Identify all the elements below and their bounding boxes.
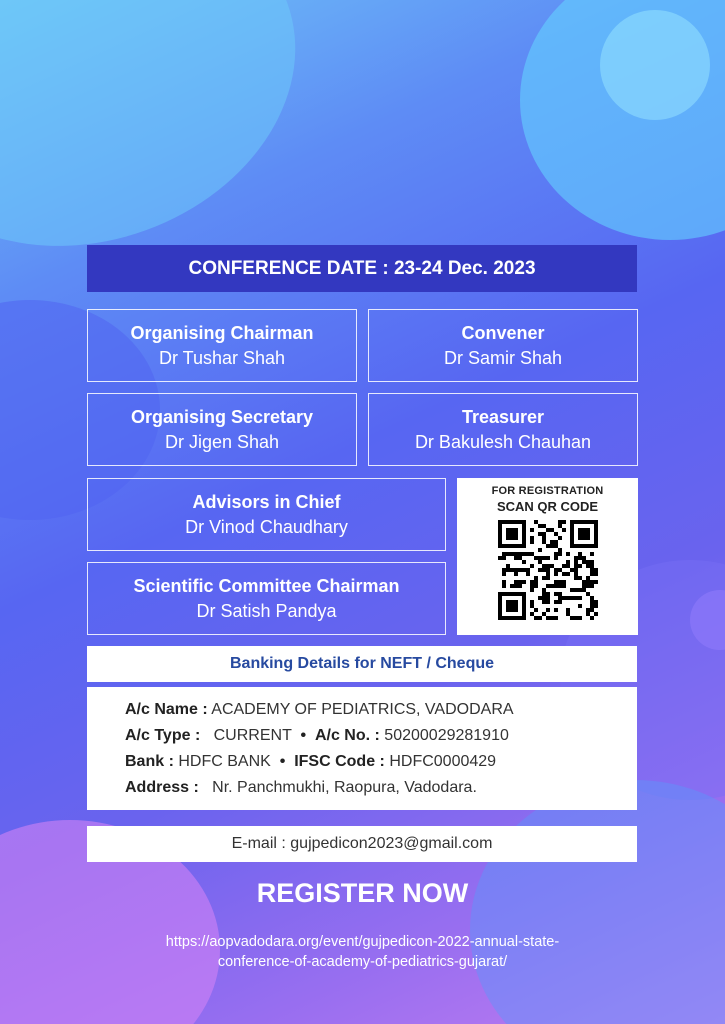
account-number-label: A/c No. : [314,727,380,744]
account-type-row: A/c Type : CURRENT • A/c No. : 50200029281910 [125,727,509,744]
banking-details-heading: Banking Details for NEFT / Cheque [87,646,637,682]
banking-details-box [87,687,637,810]
scientific-committee-chairman-box [87,562,446,635]
qr-code-icon[interactable] [498,520,598,620]
organising-secretary-box [87,393,357,466]
person-name: Dr Satish Pandya [196,600,337,621]
role-label: Treasurer [461,406,545,427]
qr-caption-line2: SCAN QR CODE [496,499,599,514]
ifsc-value: HDFC0000429 [389,753,497,770]
url-line-1[interactable]: https://aopvadodara.org/event/gujpedicon-2022-annual-state- [165,934,560,950]
account-name-label: A/c Name : [125,701,208,718]
treasurer-box [368,393,638,466]
bank-label: Bank : [125,753,174,770]
bank-value: HDFC BANK [178,753,271,770]
registration-url-link[interactable] [60,932,665,972]
address-row [125,775,601,801]
background-blob [600,10,710,120]
address-value: Nr. Panchmukhi, Raopura, Vadodara. [212,779,477,796]
ifsc-label: IFSC Code : [294,753,385,770]
account-name-value: ACADEMY OF PEDIATRICS, VADODARA [211,701,514,718]
role-label: Advisors in Chief [192,491,341,512]
account-number-value: 50200029281910 [384,727,509,744]
bank-row: Bank : HDFC BANK • IFSC Code : HDFC0000429 [125,753,497,770]
person-name: Dr Jigen Shah [164,431,280,452]
role-label: Organising Chairman [130,322,314,343]
account-type-label: A/c Type : [125,727,201,744]
account-type-value: CURRENT [213,727,292,744]
register-now-heading: REGISTER NOW [256,878,469,908]
url-line-2[interactable]: conference-of-academy-of-pediatrics-gujarat/ [217,954,508,970]
role-label: Convener [461,322,545,343]
person-name: Dr Samir Shah [443,347,563,368]
role-label: Scientific Committee Chairman [133,575,400,596]
organising-chairman-box [87,309,357,382]
address-label: Address : [125,779,199,796]
role-label: Organising Secretary [130,406,314,427]
account-name-row [125,697,601,723]
conference-date-banner: CONFERENCE DATE : 23-24 Dec. 2023 [87,245,637,292]
registration-qr-panel [457,478,638,635]
convener-box [368,309,638,382]
qr-caption-line1: FOR REGISTRATION [491,485,604,497]
person-name: Dr Tushar Shah [158,347,286,368]
person-name: Dr Bakulesh Chauhan [414,431,592,452]
person-name: Dr Vinod Chaudhary [185,516,348,537]
email-bar[interactable]: E-mail : gujpedicon2023@gmail.com [87,826,637,862]
advisors-in-chief-box [87,478,446,551]
